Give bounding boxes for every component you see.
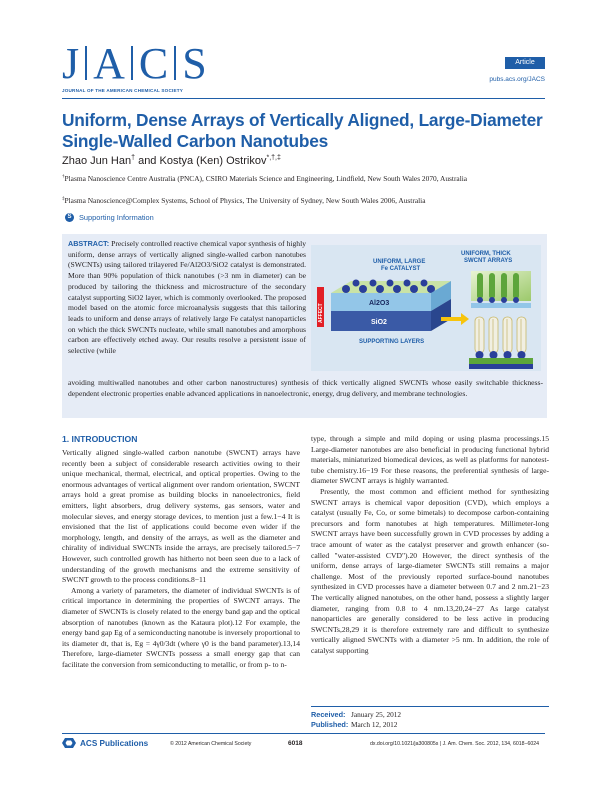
published-value: March 12, 2012 [351, 719, 398, 729]
author-name[interactable]: Zhao Jun Han [62, 155, 132, 167]
published-label: Published: [311, 719, 349, 729]
footer-rule [62, 733, 545, 734]
affiliation-mark: ‡ [62, 196, 65, 202]
body-paragraph: Vertically aligned single-walled carbon nanotube (SWCNT) arrays have recently been a subject of considerable research activities owing to their unique mechanical, thermal, electrical, and optical properties. Owing to the enormous advantages of vertical alignment over random orientation, SWCNT arrays hold a great promise as building blocks in nanoelectronics, field emitters, light absorbers, drug delivery systems, gas sensors, water and molecular sieves, and energy storage devices, to mention just a few.1−4 It is envisioned that the list of applications could become even wider if the morphology, length, and density of the arrays, as well as the diameter and chirality of individual SWCNTs inside the arrays, are precisely tailored.5−7 However, such controlled growth has hitherto not been seen due to a lack of understanding of the growth mechanisms and the extreme sensitivity of SWCNT growth to the process conditions.8−11 [62, 448, 300, 585]
affiliation-text: Plasma Nanoscience Centre Australia (PNCA), CSIRO Materials Science and Engineering, Lindfield, New South Wales 2070, Australia [64, 174, 468, 183]
logo-letter-j: J [62, 39, 80, 88]
author-affil-mark: *,†,‡ [266, 154, 281, 162]
acs-hexagon-icon [62, 737, 76, 749]
author-and: and [135, 155, 160, 167]
graphic-label: SUPPORTING LAYERS [359, 339, 425, 345]
supporting-information-link[interactable] [65, 213, 154, 222]
received-value: January 25, 2012 [351, 710, 402, 719]
graphic-label: SWCNT ARRAYS [464, 258, 513, 264]
body-paragraph: type, through a simple and mild doping or using plasma processings.15 Large-diameter nanotubes are also beneficial in producing functional hybrid materials, miniaturized biomedical devices, as well as platforms for nanotest-tube chemistry.16−19 For these reasons, the preferential synthesis of large-diameter SWCNT arrays is highly warranted. [311, 434, 549, 486]
citation-doi[interactable]: dx.doi.org/10.1021/ja300805s | J. Am. Chem. Soc. 2012, 134, 6018−6024 [370, 741, 540, 747]
paper-title: Uniform, Dense Arrays of Vertically Aligned, Large-Diameter Single-Walled Carbon Nanotubes [62, 110, 543, 151]
supporting-info-label: Supporting Information [79, 213, 154, 222]
graphic-label: Al2O3 [369, 300, 390, 307]
published-date [311, 720, 549, 730]
abstract-text [68, 239, 306, 357]
affiliation [62, 174, 532, 183]
journal-name: JOURNAL OF THE AMERICAN CHEMICAL SOCIETY [62, 88, 183, 93]
article-type-tab: Article [505, 57, 545, 69]
graphic-label: UNIFORM, THICK [461, 251, 511, 257]
abstract-label: ABSTRACT: [68, 239, 110, 248]
body-paragraph: Among a variety of parameters, the diameter of individual SWCNTs is of critical importance in determining the properties of SWCNT arrays. The diameter of SWCNTs is closely related to the energy band gap and the optical absorption of nanotubes (known as the Kataura plot).12 For example, the energy band gap Eg of a semiconducting nanotube is inversely proportional to its diameter dt, that is, Eg = 4γ0/3dt (where γ0 is the band parameter).13,14 Therefore, large-diameter SWCNTs possess a small energy gap that can facilitate the conversion from semiconducting to metallic, or from p- to n- [62, 585, 300, 669]
author-affil-mark: † [131, 154, 136, 162]
graphic-label: AFFECT [318, 303, 324, 323]
body-column-left [62, 448, 300, 670]
abstract-continued: avoiding multiwalled nanotubes and other carbon nanostructures) synthesis of thick vertically aligned SWCNTs whose easily switchable thickness-dependent electronic properties enable advanced applications in nanoelectronic, energy, drug delivery, and membrane technologies. [68, 378, 543, 398]
journal-url-link[interactable]: pubs.acs.org/JACS [489, 76, 545, 83]
toc-graphic [311, 243, 541, 373]
page-number: 6018 [288, 740, 303, 747]
author-list [62, 155, 281, 167]
affiliation [62, 196, 532, 205]
received-label: Received: [311, 710, 346, 719]
logo-letter-a: A [93, 39, 125, 88]
received-date [311, 710, 549, 720]
abstract-body: Precisely controlled reactive chemical vapor synthesis of highly uniform, dense arrays of vertically aligned single-walled carbon nanotubes (SWCNTs) using tailored trilayered Fe/Al2O3/SiO2 catalyst is demonstrated. More than 90% population of thick nanotubes (>3 nm in diameter) can be produced by tailoring the thickness and microstructure of the secondary catalyst supporting SiO2 layer, which is commonly overlooked. The proposed model based on the atomic force microanalysis suggests that this tailoring leads to uniform and dense arrays of relatively large Fe catalyst nanoparticles on which the thick SWCNTs nucleate, while small nanotubes and amorphous carbon are effectively etched away. Our results resolve a persistent issue of selective (while [68, 239, 306, 356]
copyright: © 2012 American Chemical Society [170, 741, 252, 747]
section-heading: 1. INTRODUCTION [62, 434, 138, 444]
acs-publications-logo[interactable] [62, 737, 148, 749]
affiliation-text: Plasma Nanoscience@Complex Systems, School of Physics, The University of Sydney, New South Wales 2006, Australia [64, 196, 426, 205]
graphic-label: UNIFORM, LARGE [373, 259, 426, 265]
body-paragraph: Presently, the most common and efficient method for synthesizing SWCNT arrays is chemical vapor deposition (CVD), which employs a catalyst (usually Fe, Co, or some bimetals) to decompose carbon-containing precursors and form nanotubes at high temperatures. Millimeter-long SWCNT arrays have been successfully grown in CVD processes by adding a trace amount of water as the catalyst preserver and growth enhancer (so-called "water-assisted CVD").20 However, the direct synthesis of the uniform, dense arrays of large-diameter SWCNTs still remains a major challenge. Most of the previously reported surface-bound nanotubes synthesized in CVD processes have a diameter between 0.7 and 2 nm.21−23 The vertically aligned nanotubes, on the other hand, possess a slightly larger diameter, ranging from 0.8 to 4 nm.13,20,24−27 As large catalyst nanoparticles are generally considered to be less active in producing SWCNTs,28,29 it is therefore extremely rare and difficult to synthesize vertically aligned SWCNTs with a diameter >5 nm. In addition, the role of catalyst supporting [311, 486, 549, 655]
supporting-info-icon: S [65, 213, 74, 222]
affiliation-mark: † [62, 174, 65, 180]
header-rule [62, 98, 545, 99]
publication-dates [311, 706, 549, 729]
graphic-label: Fe CATALYST [381, 266, 421, 272]
logo-letter-s: S [182, 39, 207, 88]
body-column-right [311, 434, 549, 656]
graphic-label: SiO2 [371, 319, 387, 326]
journal-logo [62, 39, 207, 88]
logo-letter-c: C [138, 39, 169, 88]
author-name[interactable]: Kostya (Ken) Ostrikov [159, 155, 267, 167]
publisher-name: ACS Publications [80, 738, 149, 748]
